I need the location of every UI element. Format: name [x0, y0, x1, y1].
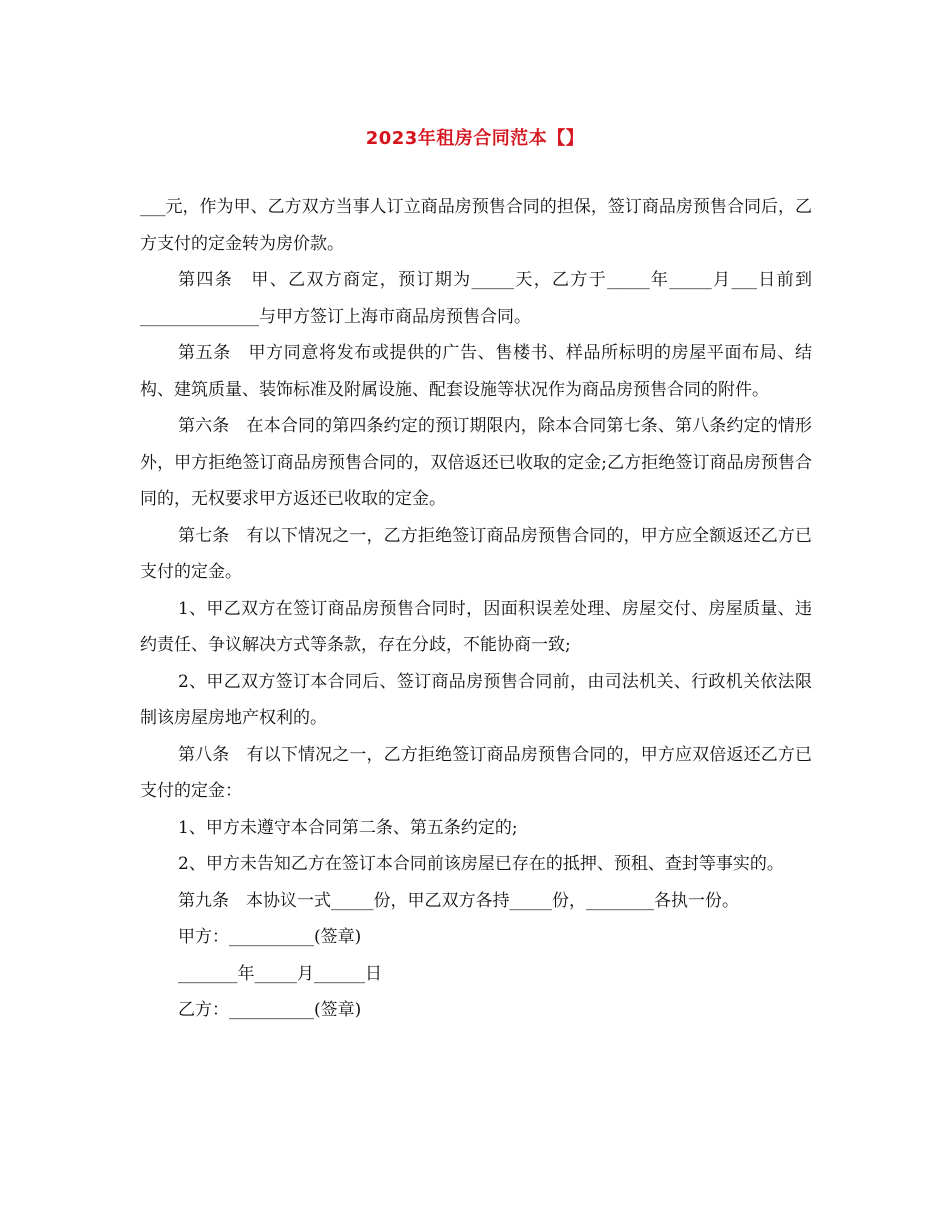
paragraph-article-6: 第六条 在本合同的第四条约定的预订期限内，除本合同第七条、第八条约定的情形外，甲方拒绝签订商品房预售合同的，双倍返还已收取的定金;乙方拒绝签订商品房预售合同的，无权要求甲方返还已收取的定金。: [140, 416, 812, 509]
document-body: [140, 189, 812, 1029]
paragraph-deposit-continuation: ___元，作为甲、乙方双方当事人订立商品房预售合同的担保，签订商品房预售合同后，乙方支付的定金转为房价款。: [140, 197, 812, 254]
paragraph-article-8: 第八条 有以下情况之一，乙方拒绝签订商品房预售合同的，甲方应双倍返还乙方已支付的定金：: [140, 744, 812, 801]
paragraph-article-8-item-2: 2、甲方未告知乙方在签订本合同前该房屋已存在的抵押、预租、查封等事实的。: [178, 854, 784, 874]
document-title: 2023年租房合同范本【】: [365, 128, 585, 149]
paragraph-article-5: 第五条 甲方同意将发布或提供的广告、售楼书、样品所标明的房屋平面布局、结构、建筑质量、装饰标准及附属设施、配套设施等状况作为商品房预售合同的附件。: [140, 343, 812, 400]
signature-party-a: 甲方：__________(签章): [178, 927, 362, 947]
paragraph-article-9: 第九条 本协议一式_____份，甲乙双方各持_____份，________各执一份。: [178, 890, 739, 911]
paragraph-article-8-item-1: 1、甲方未遵守本合同第二条、第五条约定的;: [178, 817, 518, 838]
paragraph-article-7-item-2: 2、甲乙双方签订本合同后、签订商品房预售合同前，由司法机关、行政机关依法限制该房屋房地产权利的。: [140, 671, 812, 728]
paragraph-article-4: 第四条 甲、乙双方商定，预订期为_____天，乙方于_____年_____月___日前到______________与甲方签订上海市商品房预售合同。: [140, 270, 812, 327]
signature-party-b: 乙方：__________(签章): [178, 1000, 362, 1020]
paragraph-article-7-item-1: 1、甲乙双方在签订商品房预售合同时，因面积误差处理、房屋交付、房屋质量、违约责任、争议解决方式等条款，存在分歧，不能协商一致;: [140, 598, 812, 655]
paragraph-article-7: 第七条 有以下情况之一，乙方拒绝签订商品房预售合同的，甲方应全额返还乙方已支付的定金。: [140, 525, 812, 582]
signature-date: _______年_____月______日: [178, 963, 382, 984]
